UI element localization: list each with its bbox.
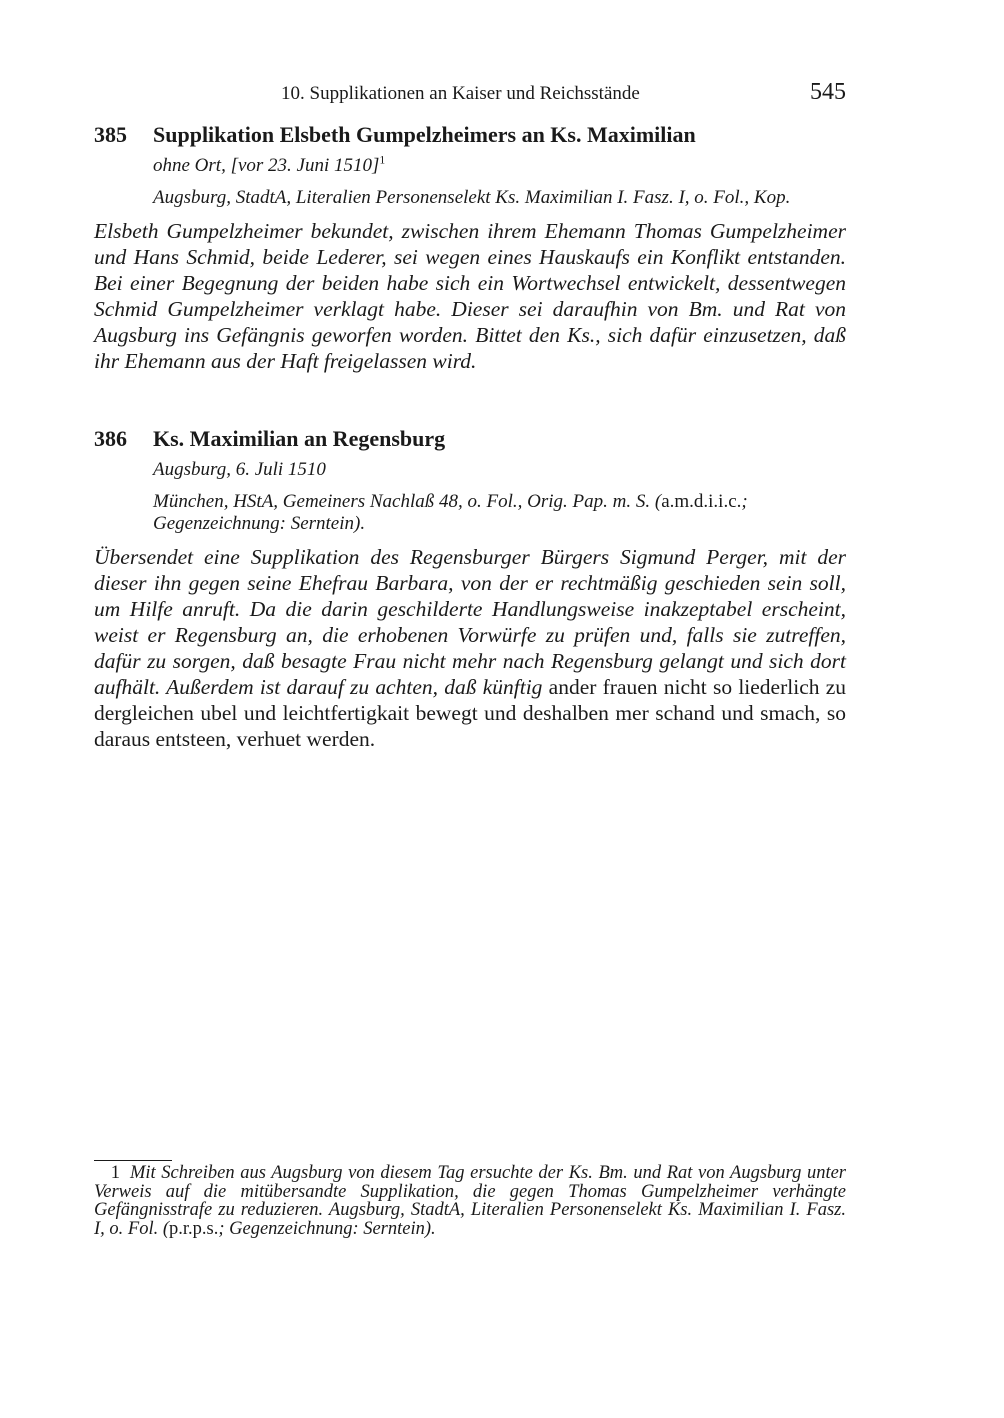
running-title: 10. Supplikationen an Kaiser und Reichsstände — [281, 83, 640, 104]
entry-place-date: Augsburg, 6. Juli 1510 — [153, 459, 326, 480]
entry-source — [94, 491, 846, 535]
summary-quote: ander frauen nicht so liederlich zu dergleichen ubel und leichtfertigkait bewegt und deshalben mer schand und smach, so daraus entsteen, verhuet werden. — [94, 675, 847, 751]
source-italic: München, HStA, Gemeiners Nachlaß 48, o. Fol., Orig. Pap. m. S. ( — [153, 491, 662, 512]
source-italic-end: ; Gegenzeichnung: Serntein). — [153, 491, 748, 534]
page-number: 545 — [810, 79, 846, 105]
entry-title: Ks. Maximilian an Regensburg — [153, 426, 446, 451]
entry-number: 385 — [94, 122, 127, 147]
entry-place-date — [94, 155, 846, 177]
entry-summary — [94, 544, 846, 752]
entry-source: Augsburg, StadtA, Literalien Personenselekt Ks. Maximilian I. Fasz. I, o. Fol., Kop. — [153, 187, 791, 208]
footnote-text-end: ; Gegenzeichnung: Serntein). — [218, 1218, 436, 1239]
entry-summary: Elsbeth Gumpelzheimer bekundet, zwischen ihrem Ehemann Thomas Gumpelzheimer und Hans Schmid, beide Lederer, sei wegen eines Hauskaufs ein Konflikt entstanden. Bei einer Begegnung der beiden habe sich ein Wortwechsel entwickelt, dessentwegen Schmid Gumpelzheimer verklagt habe. Dieser sei daraufhin von Bm. und Rat von Augsburg ins Gefängnis geworfen worden. Bittet den Ks., sich dafür einzusetzen, daß ihr Ehemann aus der Haft freigelassen wird. — [94, 219, 846, 373]
footnote-text: Mit Schreiben aus Augsburg von diesem Tag ersuchte der Ks. Bm. und Rat von Augsburg unter Verweis auf die mitübersandte Supplikation, die gegen Thomas Gumpelzheimer verhängte Gefängnisstrafe zu reduzieren. Augsburg, StadtA, Literalien Personenselekt Ks. Maximilian I. Fasz. I, o. Fol. ( — [94, 1163, 846, 1239]
source-siglum: a.m.d.i.i.c. — [661, 491, 742, 512]
entry-number: 386 — [94, 426, 127, 451]
entry-heading — [94, 424, 846, 454]
entry-title: Supplikation Elsbeth Gumpelzheimers an Ks. Maximilian — [153, 122, 696, 147]
footnote-marker: 1 — [110, 1163, 120, 1183]
running-head — [94, 80, 846, 108]
document-page — [94, 0, 846, 1418]
entry-385 — [94, 120, 846, 374]
footnote-siglum: p.r.p.s. — [169, 1218, 219, 1239]
footnote — [94, 1164, 846, 1238]
entry-heading — [94, 120, 846, 150]
footnote-rule — [94, 1160, 172, 1161]
footnote-ref: 1 — [379, 153, 386, 167]
entry-386 — [94, 424, 846, 752]
place-date-text: ohne Ort, [vor 23. Juni 1510] — [153, 155, 380, 176]
summary-italic: Übersendet eine Supplikation des Regensburger Bürgers Sigmund Perger, mit der dieser ihn gegen seine Ehefrau Barbara, von der er rechtmäßig geschieden sein soll, um Hilfe anruft. Da die darin geschilderte Handlungsweise inakzeptabel erscheint, weist er Regensburg an, die erhobenen Vorwürfe zu prüfen und, falls sie zutreffen, dafür zu sorgen, daß besagte Frau nicht mehr nach Regensburg gelangt und sich dort aufhält. Außerdem ist darauf zu achten, daß künftig — [94, 545, 846, 699]
